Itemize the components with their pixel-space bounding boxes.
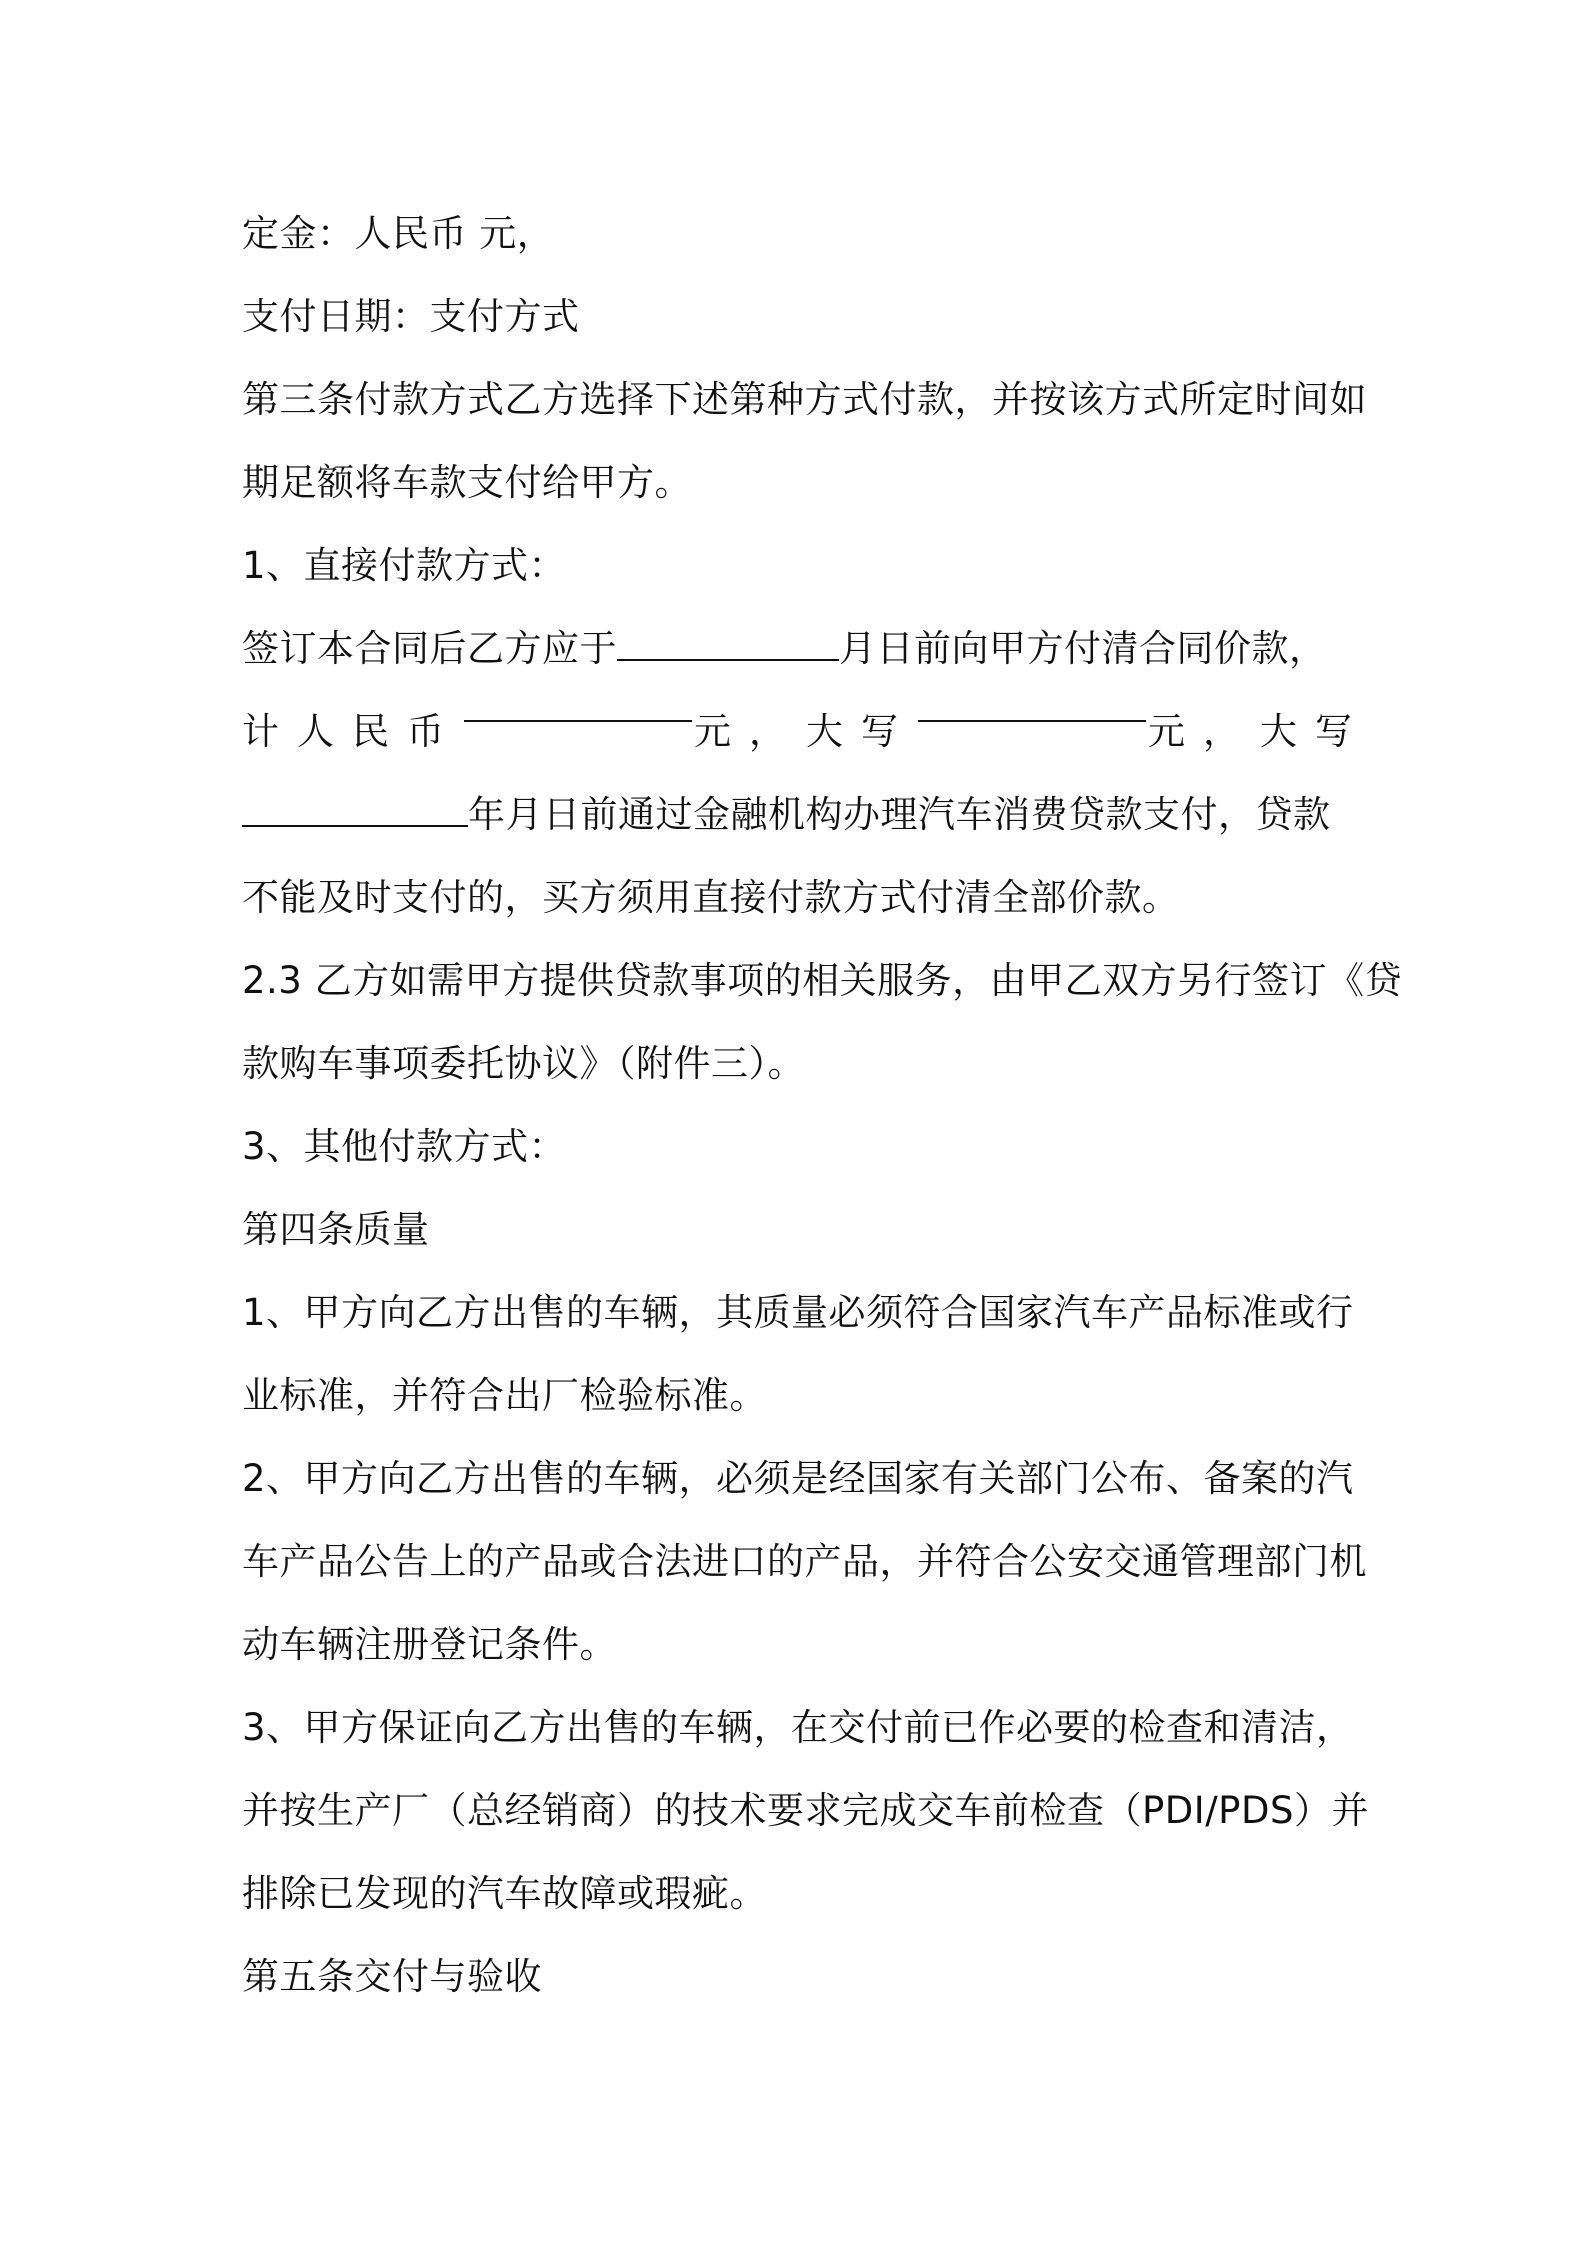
document-page — [242, 192, 1403, 2018]
amount-line — [242, 690, 1370, 773]
second-uppercase-label: 大写 — [1260, 710, 1370, 753]
deadline-text-end: 月日前向甲方付清合同价款， — [839, 627, 1327, 670]
payment-date-line: 支付日期：支付方式 — [242, 295, 580, 338]
other-payment-heading: 3、其他付款方式： — [242, 1125, 567, 1168]
loan-deadline-blank — [242, 795, 468, 827]
amount-blank — [464, 690, 692, 722]
loan-service-line: 2.3 乙方如需甲方提供贷款事项的相关服务，由甲乙双方另行签订《贷 — [242, 959, 1403, 1002]
quality-item-3-line-3: 排除已发现的汽车故障或瑕疵。 — [242, 1872, 767, 1915]
article-4-heading: 第四条质量 — [242, 1208, 430, 1251]
deposit-line: 定金：人民币 元， — [242, 212, 555, 255]
amount-uppercase-label: 大写 — [806, 710, 916, 753]
direct-payment-heading: 1、直接付款方式： — [242, 544, 567, 587]
amount-unit: 元， — [694, 710, 804, 753]
quality-item-1-line-1: 1、甲方向乙方出售的车辆，其质量必须符合国家汽车产品标准或行 — [242, 1291, 1354, 1334]
loan-deadline-text: 年月日前通过金融机构办理汽车消费贷款支付，贷款 — [468, 793, 1331, 836]
article-5-heading: 第五条交付与验收 — [242, 1955, 542, 1998]
direct-payment-deadline-line — [242, 607, 1352, 690]
amount-uppercase-unit: 元， — [1148, 710, 1258, 753]
article-3-continuation: 期足额将车款支付给甲方。 — [242, 461, 692, 504]
quality-item-2-line-1: 2、甲方向乙方出售的车辆，必须是经国家有关部门公布、备案的汽 — [242, 1457, 1354, 1500]
quality-item-1-line-2: 业标准，并符合出厂检验标准。 — [242, 1374, 767, 1417]
amount-label: 计人民币 — [242, 710, 462, 753]
amount-uppercase-blank — [918, 690, 1146, 722]
loan-deadline-line — [242, 773, 1352, 856]
quality-item-2-line-2: 车产品公告上的产品或合法进口的产品，并符合公安交通管理部门机 — [242, 1540, 1367, 1583]
deadline-text-start: 签订本合同后乙方应于 — [242, 627, 617, 670]
loan-failure-line: 不能及时支付的，买方须用直接付款方式付清全部价款。 — [242, 876, 1180, 919]
quality-item-3-line-1: 3、甲方保证向乙方出售的车辆，在交付前已作必要的检查和清洁， — [242, 1706, 1354, 1749]
quality-item-2-line-3: 动车辆注册登记条件。 — [242, 1623, 617, 1666]
loan-service-continuation: 款购车事项委托协议》（附件三）。 — [242, 1042, 805, 1085]
article-3-heading-line: 第三条付款方式乙方选择下述第种方式付款，并按该方式所定时间如 — [242, 378, 1367, 421]
deadline-blank — [617, 629, 839, 661]
quality-item-3-line-2: 并按生产厂（总经销商）的技术要求完成交车前检查（PDI/PDS）并 — [242, 1789, 1369, 1832]
